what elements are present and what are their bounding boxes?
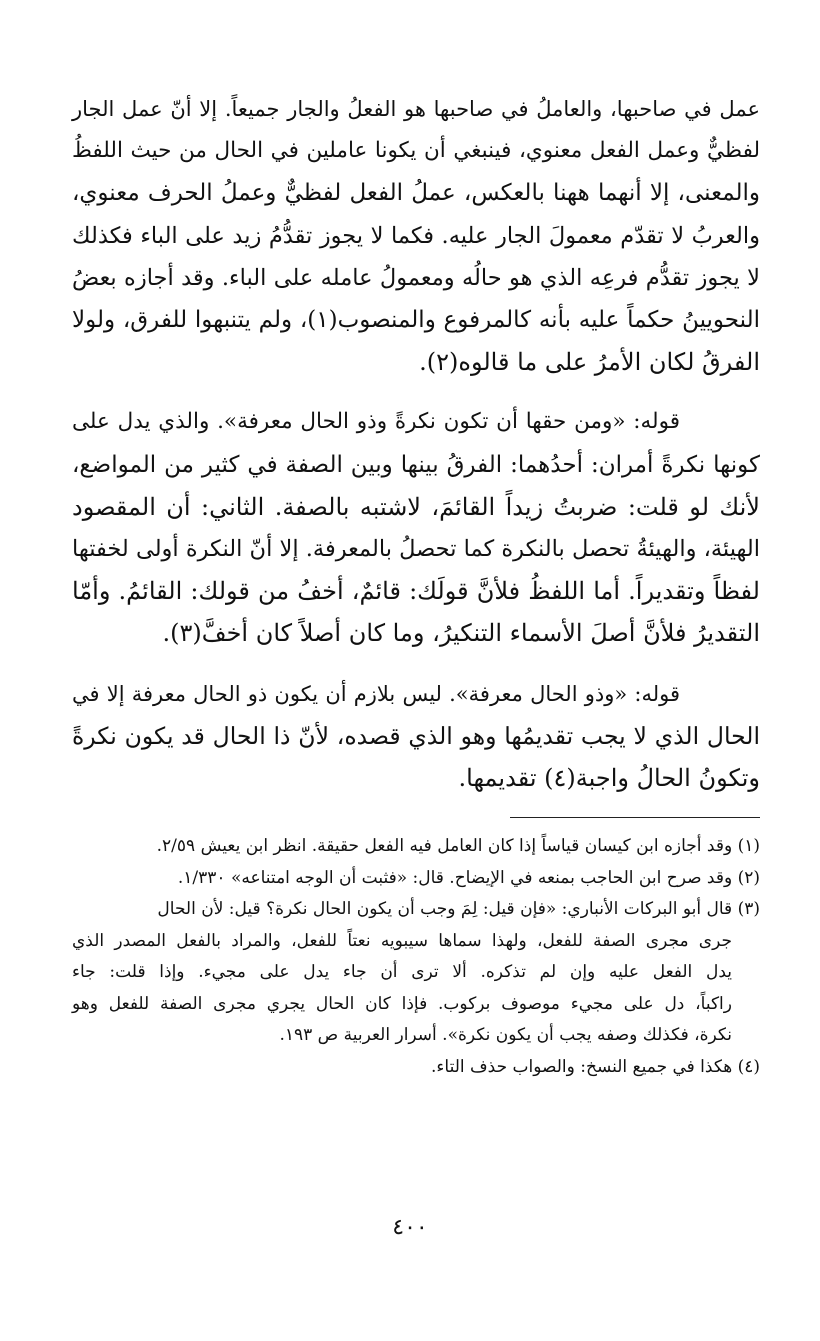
footnotes — [72, 831, 760, 1083]
text-line: الفرقُ لكان الأمرُ على ما قالوه(٢). — [419, 348, 760, 377]
text-line: قوله: «وذو الحال معرفة». ليس بلازم أن يكون ذو الحال معرفة إلا في — [72, 681, 680, 706]
text-line: لفظاً وتقديراً. أما اللفظُ فلأنَّ قولَك: قائمٌ، أخفُ من قولك: القائمُ. وأمّا — [72, 577, 760, 606]
text-line: لفظيٌّ وعمل الفعل معنوي، فينبغي أن يكونا عاملين في الحال من حيث اللفظُ — [72, 138, 760, 164]
footnote-1: (١) وقد أجازه ابن كيسان قياساً إذا كان العامل فيه الفعل حقيقة. انظر ابن يعيش ٢/٥٩. — [156, 836, 760, 857]
text-line: قوله: «ومن حقها أن تكون نكرةً وذو الحال معرفة». والذي يدل على — [72, 409, 680, 435]
text-line: النحويينُ حكماً عليه بأنه كالمرفوع والمنصوب(١)، ولم يتنبهوا للفرق، ولولا — [72, 307, 760, 334]
paragraph-1 — [72, 88, 760, 383]
text-line: والعربُ لا تقدّم معمولَ الجار عليه. فكما لا يجوز تقدُّمُ زيد على الباء فكذلك — [72, 222, 760, 249]
footnote-separator — [72, 817, 760, 831]
text-line: لأنك لو قلت: ضربتُ زيداً القائمَ، لاشتبه بالصفة. الثاني: أن المقصود — [72, 492, 760, 521]
text-line: كونها نكرةً أمران: أحدُهما: الفرقُ بينها وبين الصفة في كثير من المواضع، — [72, 451, 760, 478]
text-line: عمل في صاحبها، والعاملُ في صاحبها هو الفعلُ والجار جميعاً. إلا أنّ عمل الجار — [72, 97, 760, 121]
text-line: والمعنى، إلا أنهما ههنا بالعكس، عملُ الفعل لفظيٌّ وعملُ الحرف معنوي، — [72, 180, 760, 207]
footnote-3: (٣) قال أبو البركات الأنباري: «فإن قيل: لِمَ وجب أن يكون الحال نكرة؟ قيل: لأن الحال — [157, 899, 760, 920]
footnote-3-line: جرى مجرى الصفة للفعل، ولهذا سماها سيبويه نعتاً للفعل، والمراد بالفعل المصدر الذي — [72, 930, 732, 951]
text-line: الهيئة، والهيئةُ تحصل بالنكرة كما تحصلُ بالمعرفة. إلا أنّ النكرة أولى لخفتها — [72, 536, 760, 563]
footnote-2: (٢) وقد صرح ابن الحاجب بمنعه في الإيضاح. قال: «فثبت أن الوجه امتناعه» ١/٣٣٠. — [177, 867, 760, 888]
text-line: لا يجوز تقدُّم فرعِه الذي هو حالُه ومعمولُ عامله على الباء. وقد أجازه بعضُ — [72, 264, 760, 291]
footnote-3-line: يدل الفعل عليه وإن لم تذكره. ألا ترى أن جاء يدل على مجيء. وإذا قلت: جاء — [72, 962, 732, 983]
footnote-3-line: نكرة، فكذلك وصفه يجب أن يكون نكرة». أسرار العربية ص ١٩٣. — [279, 1025, 732, 1046]
page-body — [72, 88, 760, 1083]
separator-line — [510, 817, 760, 818]
paragraph-3 — [72, 673, 760, 800]
text-line: وتكونُ الحالُ واجبة(٤) تقديمها. — [458, 764, 760, 793]
text-line: التقديرُ فلأنَّ أصلَ الأسماء التنكيرُ، وما كان أصلاً كان أخفَّ(٣). — [162, 619, 760, 648]
footnote-4: (٤) هكذا في جميع النسخ: والصواب حذف التاء. — [431, 1056, 760, 1077]
text-line: الحال الذي لا يجب تقديمُها وهو الذي قصده، لأنّ ذا الحال قد يكون نكرةً — [72, 721, 760, 750]
footnote-3-line: راكباً، دل على مجيء موصوف بركوب. فإذا كان الحال يجري مجرى الصفة للفعل وهو — [72, 993, 732, 1014]
page-number: ٤٠٠ — [392, 1215, 428, 1240]
paragraph-2 — [72, 401, 760, 654]
